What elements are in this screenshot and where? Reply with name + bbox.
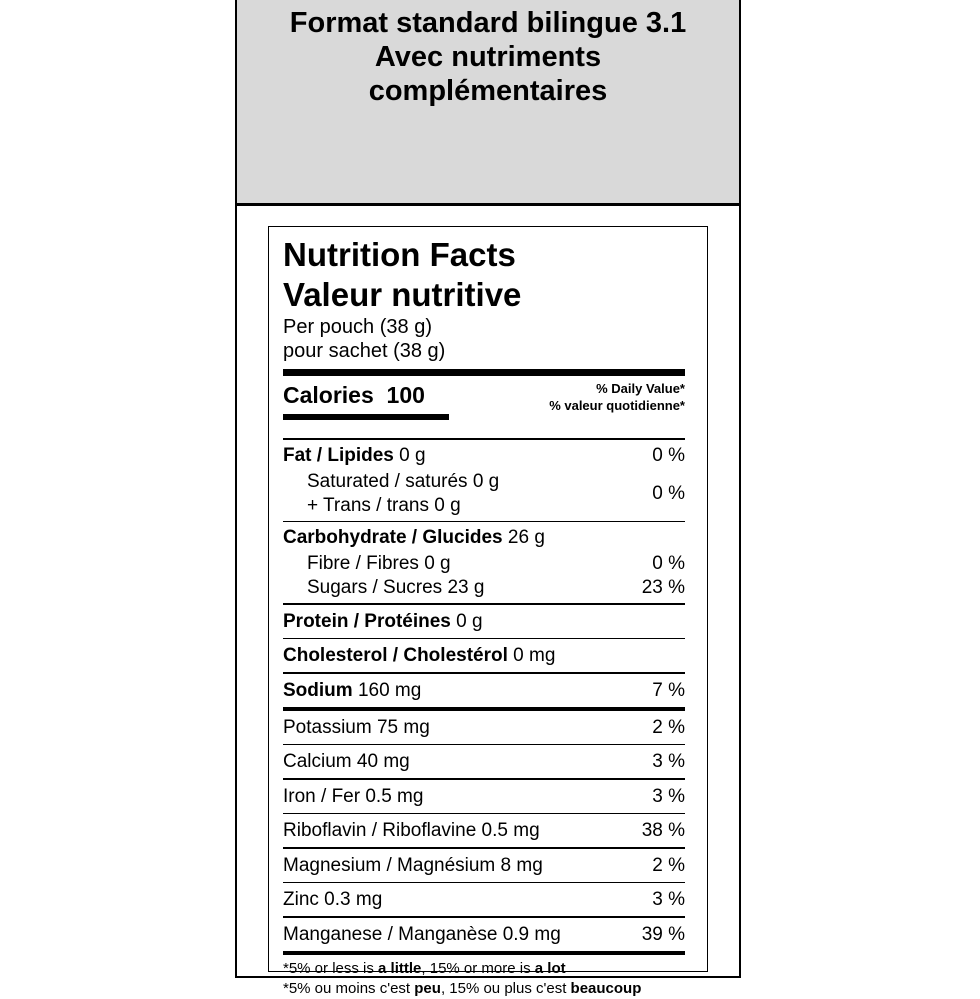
- sugars-percent: 23 %: [641, 577, 685, 598]
- nutrient-percent: 3 %: [652, 751, 685, 772]
- serving-size-french: pour sachet (38 g): [283, 340, 446, 362]
- cholesterol-name: Cholesterol / Cholestérol: [283, 645, 508, 666]
- footnote-text: , 15% or more is: [421, 959, 535, 977]
- cholesterol-amount: 0 mg: [513, 645, 556, 666]
- nutrient-row: [283, 883, 685, 916]
- nutrient-percent: 38 %: [641, 820, 685, 841]
- daily-value-english: % Daily Value*: [596, 381, 685, 396]
- nutrient-percent: 2 %: [652, 716, 685, 738]
- sodium-name: Sodium: [283, 679, 353, 701]
- fat-name: Fat / Lipides: [283, 444, 394, 466]
- fibre-percent: 0 %: [652, 553, 685, 574]
- nutrient-row: [283, 814, 685, 847]
- nutrient-percent: 3 %: [652, 785, 685, 807]
- protein-amount: 0 g: [456, 610, 483, 632]
- footnote-emphasis: peu: [414, 979, 441, 997]
- protein-name: Protein / Protéines: [283, 610, 451, 632]
- fat-group: [283, 440, 685, 521]
- calories-underline: [283, 414, 449, 420]
- carbohydrate-amount: 26 g: [507, 527, 545, 548]
- sugars-name: Sugars / Sucres: [307, 577, 443, 598]
- carbohydrate-group: [283, 522, 685, 603]
- thick-divider: [283, 369, 685, 376]
- trans-row: [283, 482, 685, 518]
- fat-row: [283, 444, 685, 468]
- nutrient-percent: 39 %: [641, 923, 685, 945]
- nutrient-label: Zinc 0.3 mg: [283, 889, 383, 910]
- footnote-emphasis: a little: [378, 959, 422, 977]
- nutrition-facts-label: [268, 226, 708, 997]
- footnote-text: *5% ou moins c'est: [283, 979, 415, 997]
- medium-divider: [283, 951, 685, 955]
- title-english: Nutrition Facts: [283, 236, 516, 273]
- nutrient-row: [283, 780, 685, 813]
- saturated-amount: 0 g: [472, 470, 500, 492]
- header-line-2: Avec nutriments: [374, 41, 602, 73]
- carbohydrate-name: Carbohydrate / Glucides: [283, 527, 503, 548]
- fibre-name: Fibre / Fibres: [307, 553, 419, 574]
- daily-value-french: % valeur quotidienne*: [549, 398, 685, 413]
- sugars-row: [283, 576, 685, 600]
- nutrient-label: Manganese / Manganèse 0.9 mg: [283, 923, 561, 945]
- footnote-english: [283, 959, 685, 979]
- daily-value-heading: [549, 380, 685, 414]
- cholesterol-row: [283, 639, 685, 672]
- calories-value: 100: [386, 382, 425, 408]
- calories-row: [283, 376, 685, 438]
- fibre-row: [283, 552, 685, 576]
- sodium-amount: 160 mg: [357, 679, 422, 701]
- fat-percent: 0 %: [652, 444, 685, 466]
- saturated-row: [283, 470, 685, 494]
- carbohydrate-row: [283, 526, 685, 550]
- calories: [283, 382, 425, 409]
- protein-row: [283, 605, 685, 638]
- sugars-amount: 23 g: [447, 577, 485, 598]
- sodium-row: [283, 674, 685, 707]
- trans-name: + Trans / trans: [307, 494, 429, 516]
- nutrient-row: [283, 711, 685, 744]
- serving-size-english: Per pouch (38 g): [283, 316, 432, 338]
- nutrient-row: [283, 918, 685, 951]
- nutrient-row: [283, 849, 685, 882]
- nutrient-row: [283, 745, 685, 778]
- nutrient-percent: 2 %: [652, 854, 685, 876]
- saturated-name: Saturated / saturés: [307, 470, 468, 492]
- nutrient-label: Riboflavin / Riboflavine 0.5 mg: [283, 820, 540, 841]
- footnote-text: , 15% ou plus c'est: [440, 979, 571, 997]
- nutrient-label: Magnesium / Magnésium 8 mg: [283, 854, 543, 876]
- footnote-emphasis: a lot: [534, 959, 566, 977]
- calories-label: Calories: [283, 382, 374, 408]
- fat-amount: 0 g: [399, 444, 426, 466]
- saturated-trans-percent: 0 %: [652, 482, 685, 504]
- nutrient-label: Potassium 75 mg: [283, 716, 430, 738]
- nutrient-label: Calcium 40 mg: [283, 751, 410, 772]
- footnote-text: *5% or less is: [283, 959, 379, 977]
- format-header: [237, 0, 739, 206]
- trans-amount: 0 g: [434, 494, 461, 516]
- title-french: Valeur nutritive: [283, 276, 522, 313]
- nutrient-percent: 3 %: [652, 889, 685, 910]
- fibre-amount: 0 g: [424, 553, 451, 574]
- footnote-emphasis: beaucoup: [570, 979, 642, 997]
- nutrient-label: Iron / Fer 0.5 mg: [283, 785, 424, 807]
- footnote-french: [283, 979, 685, 999]
- header-line-3: complémentaires: [368, 75, 608, 107]
- header-line-1: Format standard bilingue 3.1: [289, 7, 687, 39]
- sodium-percent: 7 %: [652, 679, 685, 701]
